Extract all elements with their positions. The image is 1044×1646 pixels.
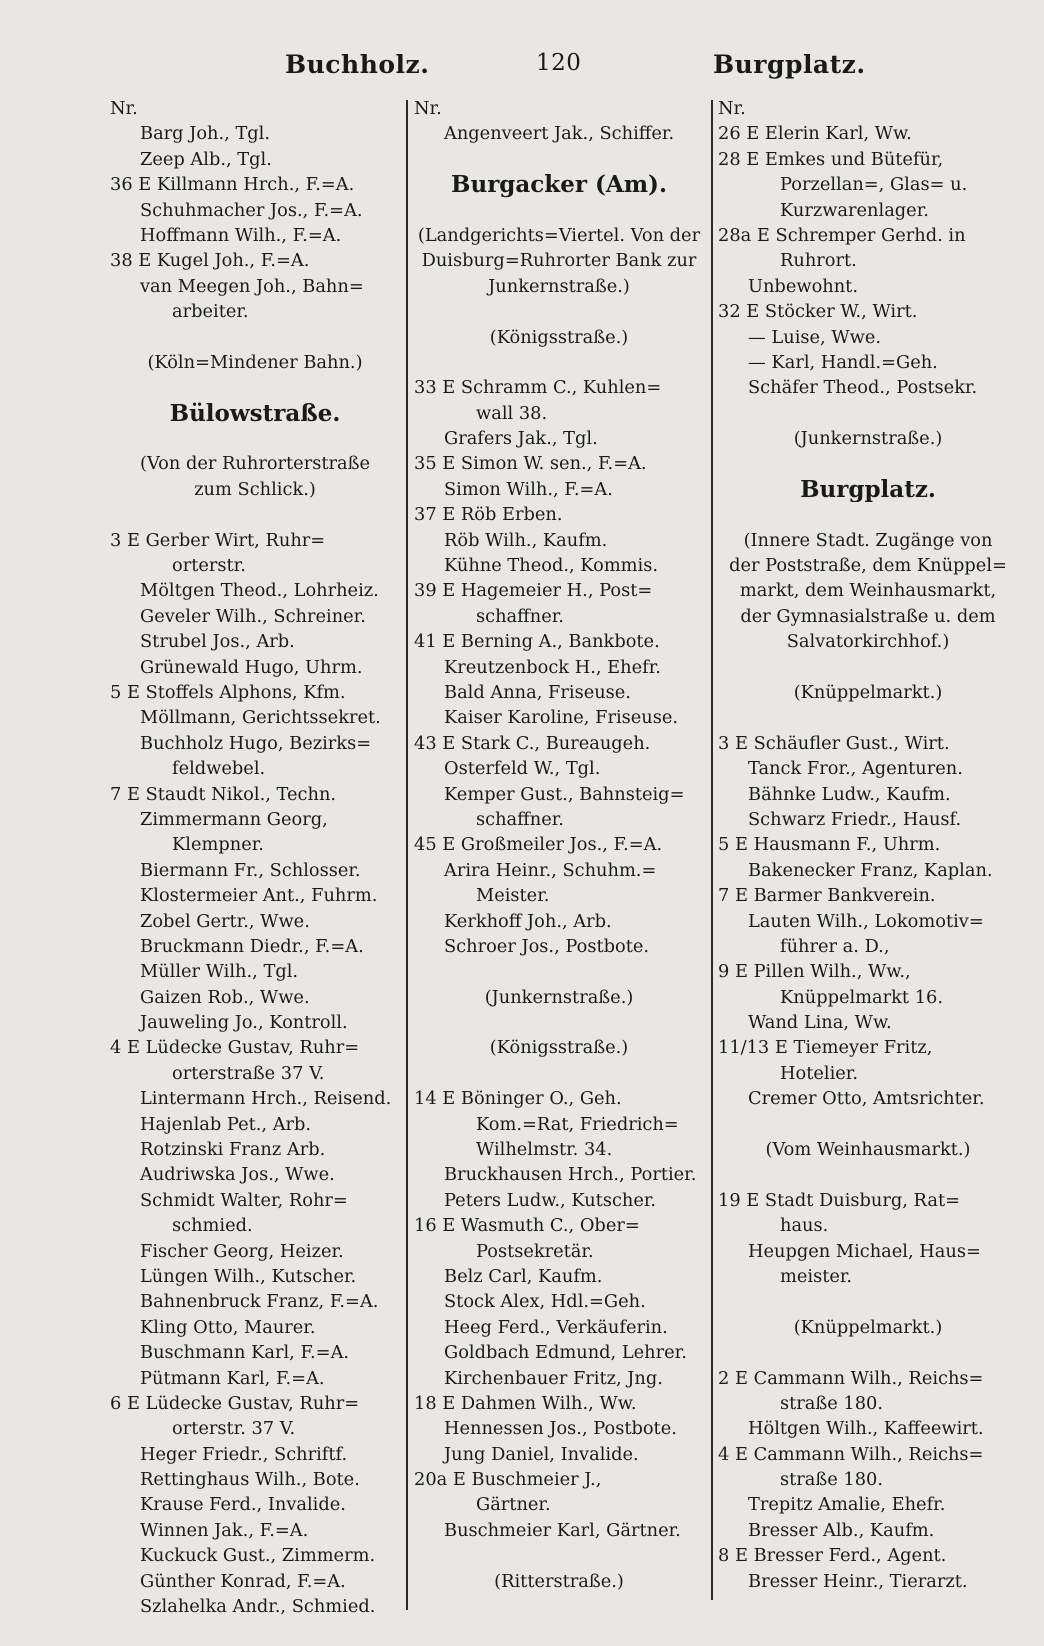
directory-entry: Winnen Jak., F.=A. [140,1519,309,1541]
directory-entry: Kling Otto, Maurer. [140,1316,316,1338]
directory-entry: — Luise, Wwe. [748,326,882,348]
directory-entry: Kirchenbauer Fritz, Jng. [444,1367,663,1389]
directory-entry: Cremer Otto, Amtsrichter. [748,1088,985,1110]
directory-entry: 36 E Killmann Hrch., F.=A. [110,174,355,196]
directory-entry: Klempner. [172,834,264,856]
directory-entry: Barg Joh., Tgl. [140,123,271,145]
directory-entry: Grünewald Hugo, Uhrm. [140,656,363,678]
directory-entry: 33 E Schramm C., Kuhlen= [414,377,662,399]
directory-entry: Günther Konrad, F.=A. [140,1570,346,1592]
directory-entry: Kuckuck Gust., Zimmerm. [140,1545,376,1567]
street-heading: Burgplatz. [800,476,936,503]
directory-entry: 38 E Kugel Joh., F.=A. [110,250,310,272]
directory-entry: Schwarz Friedr., Hausf. [748,808,962,830]
directory-entry: Szlahelka Andr., Schmied. [140,1596,376,1618]
directory-entry: Schäfer Theod., Postsekr. [748,377,978,399]
directory-entry: Zeep Alb., Tgl. [140,148,272,170]
section-note: der Poststraße, dem Knüppel= [729,555,1007,577]
section-note: zum Schlick.) [194,478,316,500]
section-note: (Knüppelmarkt.) [793,681,943,703]
column-1 [110,96,400,1619]
directory-entry: Fischer Georg, Heizer. [140,1240,344,1262]
directory-entry: Schroer Jos., Postbote. [444,935,650,957]
directory-entry: Postsekretär. [476,1240,594,1262]
directory-entry: 6 E Lüdecke Gustav, Ruhr= [110,1392,360,1414]
directory-entry: 14 E Böninger O., Geh. [414,1088,622,1110]
directory-entry: Bresser Heinr., Tierarzt. [748,1570,968,1592]
directory-entry: Schmidt Walter, Rohr= [140,1189,348,1211]
directory-entry: meister. [780,1265,853,1287]
directory-entry: Buschmeier Karl, Gärtner. [444,1519,681,1541]
directory-entry: Kom.=Rat, Friedrich= [476,1113,679,1135]
directory-entry: Biermann Fr., Schlosser. [140,859,361,881]
spacer [414,350,704,375]
directory-entry: Buchholz Hugo, Bezirks= [140,732,372,754]
directory-entry: Meister. [476,885,550,907]
directory-entry: straße 180. [780,1392,884,1414]
directory-entry: Pütmann Karl, F.=A. [140,1367,325,1389]
directory-entry: Porzellan=, Glas= u. [780,174,968,196]
directory-entry: 32 E Stöcker W., Wirt. [718,301,918,323]
directory-entry: führer a. D., [780,935,890,957]
directory-entry: Bähnke Ludw., Kaufm. [748,783,951,805]
directory-entry: Rotzinski Franz Arb. [140,1139,326,1161]
directory-entry: Geveler Wilh., Schreiner. [140,605,366,627]
page-number: 120 [536,50,582,76]
directory-entry: Knüppelmarkt 16. [780,986,943,1008]
spacer [414,1061,704,1086]
column-3 [718,96,1018,1594]
directory-entry: Strubel Jos., Arb. [140,631,295,653]
directory-entry: wall 38. [476,402,548,424]
directory-entry: Kemper Gust., Bahnsteig= [444,783,685,805]
section-note: (Königsstraße.) [489,326,629,348]
spacer [718,1112,1018,1137]
directory-entry: Bahnenbruck Franz, F.=A. [140,1291,379,1313]
directory-entry: Simon Wilh., F.=A. [444,478,613,500]
directory-entry: 7 E Barmer Bankverein. [718,885,936,907]
section-note: Salvatorkirchhof.) [786,631,950,653]
directory-entry: schaffner. [476,808,564,830]
directory-entry: Kreutzenbock H., Ehefr. [444,656,661,678]
spacer [718,1162,1018,1187]
column-divider-1 [406,100,408,1610]
directory-entry: Krause Ferd., Invalide. [140,1494,346,1516]
directory-entry: feldwebel. [172,758,266,780]
directory-entry: Grafers Jak., Tgl. [444,428,598,450]
directory-entry: Osterfeld W., Tgl. [444,758,601,780]
directory-entry: Jauweling Jo., Kontroll. [140,1012,348,1034]
section-note: markt, dem Weinhausmarkt, [739,580,997,602]
directory-entry: 4 E Lüdecke Gustav, Ruhr= [110,1037,360,1059]
directory-entry: Ruhrort. [780,250,857,272]
directory-entry: Bald Anna, Friseuse. [444,681,631,703]
section-note: (Ritterstraße.) [494,1570,624,1592]
spacer [110,502,400,527]
section-note: Junkernstraße.) [488,275,630,297]
directory-entry: 2 E Cammann Wilh., Reichs= [718,1367,984,1389]
directory-entry: orterstr. [172,555,246,577]
directory-entry: 18 E Dahmen Wilh., Ww. [414,1392,637,1414]
directory-entry: 5 E Hausmann F., Uhrm. [718,834,941,856]
section-note: (Vom Weinhausmarkt.) [765,1139,971,1161]
directory-entry: 8 E Bresser Ferd., Agent. [718,1545,947,1567]
column-nr-label: Nr. [110,98,138,119]
spacer [718,655,1018,680]
directory-entry: Kaiser Karoline, Friseuse. [444,707,679,729]
directory-entry: Hennessen Jos., Postbote. [444,1418,677,1440]
directory-entry: straße 180. [780,1469,884,1491]
directory-entry: Möllmann, Gerichtssekret. [140,707,381,729]
directory-entry: 20a E Buschmeier J., [414,1469,602,1491]
spacer [718,401,1018,426]
header-right-street: Burgplatz. [713,50,866,79]
directory-entry: Tanck Fror., Agenturen. [748,758,963,780]
directory-entry: 19 E Stadt Duisburg, Rat= [718,1189,961,1211]
directory-entry: Jung Daniel, Invalide. [444,1443,639,1465]
directory-entry: Gärtner. [476,1494,551,1516]
directory-entry: Bruckmann Diedr., F.=A. [140,935,364,957]
directory-entry: 39 E Hagemeier H., Post= [414,580,653,602]
directory-entry: Hotelier. [780,1062,858,1084]
directory-entry: Kerkhoff Joh., Arb. [444,910,612,932]
spacer [110,426,400,451]
street-heading: Bülowstraße. [169,400,341,427]
directory-entry: 3 E Schäufler Gust., Wirt. [718,732,950,754]
spacer [718,451,1018,476]
spacer [110,375,400,400]
directory-entry: Hajenlab Pet., Arb. [140,1113,312,1135]
directory-entry: Kurzwarenlager. [780,199,929,221]
spacer [110,325,400,350]
directory-entry: 26 E Elerin Karl, Ww. [718,123,912,145]
directory-entry: Wand Lina, Ww. [748,1012,892,1034]
spacer [718,1289,1018,1314]
directory-entry: 41 E Berning A., Bankbote. [414,631,660,653]
section-note: (Knüppelmarkt.) [793,1316,943,1338]
street-heading: Burgacker (Am). [451,172,667,198]
directory-entry: Klostermeier Ant., Fuhrm. [140,885,378,907]
directory-entry: schmied. [172,1215,253,1237]
directory-entry: Angenveert Jak., Schiffer. [444,123,675,145]
section-note: (Von der Ruhrorterstraße [140,453,370,475]
directory-entry: 35 E Simon W. sen., F.=A. [414,453,647,475]
directory-entry: Stock Alex, Hdl.=Geh. [444,1291,646,1313]
directory-entry: — Karl, Handl.=Geh. [748,351,938,373]
directory-entry: 4 E Cammann Wilh., Reichs= [718,1443,984,1465]
directory-entry: Höltgen Wilh., Kaffeewirt. [748,1418,984,1440]
directory-entry: 9 E Pillen Wilh., Ww., [718,961,911,983]
section-note: (Junkernstraße.) [484,986,634,1008]
directory-entry: Audriwska Jos., Wwe. [140,1164,335,1186]
directory-entry: Möltgen Theod., Lohrheiz. [140,580,379,602]
directory-entry: 43 E Stark C., Bureaugeh. [414,732,651,754]
directory-entry: Peters Ludw., Kutscher. [444,1189,657,1211]
spacer [414,1010,704,1035]
section-note: (Innere Stadt. Zugänge von [743,529,993,551]
directory-entry: orterstraße 37 V. [172,1062,325,1084]
directory-entry: Belz Carl, Kaufm. [444,1265,603,1287]
spacer [414,198,704,223]
directory-entry: Zobel Gertr., Wwe. [140,910,310,932]
directory-entry: Unbewohnt. [748,275,858,297]
directory-entry: 28a E Schremper Gerhd. in [718,224,966,246]
directory-entry: Bakenecker Franz, Kaplan. [748,859,993,881]
directory-entry: Rettinghaus Wilh., Bote. [140,1469,360,1491]
directory-entry: Schuhmacher Jos., F.=A. [140,199,363,221]
section-note: Duisburg=Ruhrorter Bank zur [421,250,697,272]
section-note: (Köln=Mindener Bahn.) [147,351,363,373]
directory-entry: haus. [780,1215,829,1237]
directory-entry: Goldbach Edmund, Lehrer. [444,1342,687,1364]
directory-entry: Gaizen Rob., Wwe. [140,986,310,1008]
spacer [414,147,704,172]
directory-entry: van Meegen Joh., Bahn= [140,275,364,297]
directory-entry: Heupgen Michael, Haus= [748,1240,981,1262]
directory-entry: arbeiter. [172,301,249,323]
directory-entry: Bresser Alb., Kaufm. [748,1519,935,1541]
column-2 [414,96,704,1594]
spacer [414,959,704,984]
directory-entry: Bruckhausen Hrch., Portier. [444,1164,697,1186]
column-divider-2 [711,100,713,1600]
header-left-street: Buchholz. [285,50,430,79]
directory-entry: Trepitz Amalie, Ehefr. [748,1494,946,1516]
section-note: (Landgerichts=Viertel. Von der [417,224,701,246]
directory-entry: 3 E Gerber Wirt, Ruhr= [110,529,326,551]
directory-entry: Wilhelmstr. 34. [476,1139,613,1161]
directory-entry: 16 E Wasmuth C., Ober= [414,1215,640,1237]
spacer [718,1340,1018,1365]
directory-entry: Hoffmann Wilh., F.=A. [140,224,342,246]
directory-entry: Röb Wilh., Kaufm. [444,529,608,551]
directory-entry: Buschmann Karl, F.=A. [140,1342,350,1364]
directory-entry: 45 E Großmeiler Jos., F.=A. [414,834,663,856]
directory-entry: orterstr. 37 V. [172,1418,296,1440]
directory-entry: 7 E Staudt Nikol., Techn. [110,783,337,805]
spacer [718,705,1018,730]
directory-entry: Heeg Ferd., Verkäuferin. [444,1316,668,1338]
section-note: der Gymnasialstraße u. dem [740,605,996,627]
directory-entry: Heger Friedr., Schriftf. [140,1443,348,1465]
spacer [718,502,1018,527]
directory-entry: 11/13 E Tiemeyer Fritz, [718,1037,933,1059]
spacer [414,1543,704,1568]
directory-entry: Lüngen Wilh., Kutscher. [140,1265,357,1287]
directory-entry: Müller Wilh., Tgl. [140,961,299,983]
directory-entry: Lintermann Hrch., Reisend. [140,1088,392,1110]
directory-entry: 37 E Röb Erben. [414,504,563,526]
directory-entry: 28 E Emkes und Bütefür, [718,148,944,170]
directory-entry: 5 E Stoffels Alphons, Kfm. [110,681,346,703]
column-nr-label: Nr. [414,98,442,119]
directory-entry: schaffner. [476,605,564,627]
section-note: (Königsstraße.) [489,1037,629,1059]
directory-entry: Zimmermann Georg, [140,808,328,830]
directory-entry: Arira Heinr., Schuhm.= [444,859,657,881]
spacer [414,299,704,324]
column-nr-label: Nr. [718,98,746,119]
section-note: (Junkernstraße.) [793,428,943,450]
directory-entry: Kühne Theod., Kommis. [444,555,658,577]
directory-entry: Lauten Wilh., Lokomotiv= [748,910,984,932]
